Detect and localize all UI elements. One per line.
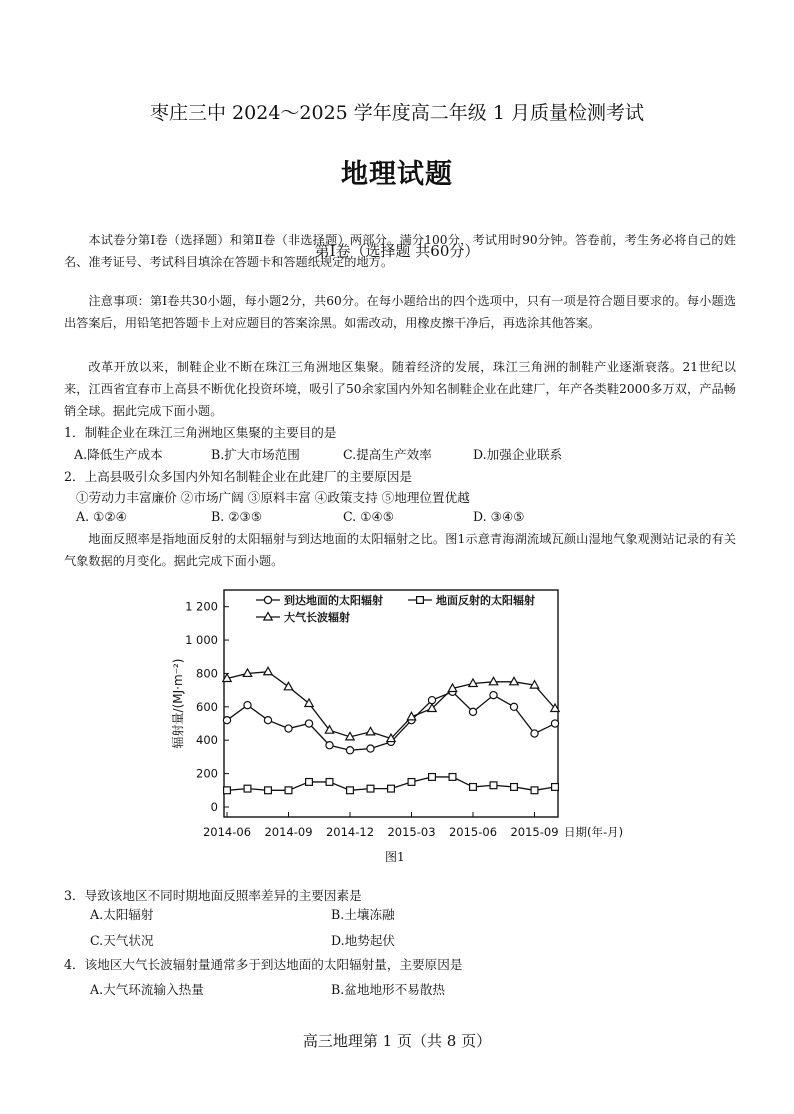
- data-point: [510, 677, 518, 685]
- x-tick-label: 2014-06: [202, 825, 252, 839]
- y-tick-label: 400: [196, 733, 218, 748]
- q3-option-d: D.地势起伏: [331, 933, 396, 948]
- data-point: [531, 730, 538, 737]
- x-tick-label: 2014-09: [264, 825, 313, 839]
- legend-label: 大气长波辐射: [284, 611, 350, 624]
- legend-marker: [264, 613, 272, 621]
- series-square: [224, 774, 559, 794]
- radiation-chart: [160, 582, 660, 844]
- y-tick-label: 200: [196, 766, 218, 781]
- question-3-stem: 3．导致该地区不同时期地面反照率差异的主要因素是: [64, 888, 362, 903]
- x-axis-label: 日期(年-月): [564, 825, 624, 839]
- section-title: 第Ⅰ卷（选择题 共60分）: [314, 242, 480, 260]
- data-point: [265, 787, 272, 794]
- data-point: [326, 742, 333, 749]
- legend-label: 地面反射的太阳辐射: [436, 594, 535, 607]
- q1-option-c: C.提高生产效率: [343, 447, 432, 462]
- data-point: [367, 785, 374, 792]
- q2-option-d: D. ③④⑤: [473, 509, 525, 524]
- y-tick-label: 800: [196, 666, 218, 681]
- data-point: [284, 682, 292, 690]
- data-point: [264, 667, 272, 675]
- data-point: [552, 784, 559, 791]
- question-4-stem: 4．该地区大气长波辐射量通常多于到达地面的太阳辐射量，主要原因是: [64, 957, 463, 972]
- data-point: [511, 784, 518, 791]
- data-point: [366, 727, 374, 735]
- question-1-stem: 1．制鞋企业在珠江三角洲地区集聚的主要目的是: [64, 425, 337, 440]
- data-point: [305, 720, 312, 727]
- data-point: [408, 779, 415, 786]
- legend-marker: [264, 596, 271, 603]
- data-point: [285, 725, 292, 732]
- x-tick-label: 2015-03: [387, 825, 436, 839]
- data-point: [347, 787, 354, 794]
- data-point: [551, 720, 558, 727]
- notice-paragraph: 注意事项：第Ⅰ卷共30小题，每小题2分，共60分。在每小题给出的四个选项中，只有一项是符合题目要求的。每小题选出答案后，用铅笔把答题卡上对应题目的答案涂黑。如需改动，用橡皮擦干净后，再选涂其他答案。: [64, 294, 736, 330]
- question-2-stem: 2．上高县吸引众多国内外知名制鞋企业在此建厂的主要原因是: [64, 469, 413, 484]
- figure-caption: 图1: [385, 850, 405, 864]
- q1-option-a: A.降低生产成本: [74, 447, 163, 462]
- data-point: [429, 774, 436, 781]
- subject-title: 地理试题: [341, 159, 453, 190]
- data-point: [388, 785, 395, 792]
- data-point: [346, 747, 353, 754]
- passage-shoe-industry: 改革开放以来，制鞋企业不断在珠江三角洲地区集聚。随着经济的发展，珠江三角洲的制鞋产业逐渐衰落。21世纪以来，江西省宜春市上高县不断优化投资环境，吸引了50余家国内外知名制鞋企业在此建厂，年产各类鞋2000多万双，产品畅销全球。据此完成下面小题。: [64, 360, 736, 418]
- y-tick-label: 1 200: [185, 599, 218, 614]
- data-point: [531, 787, 538, 794]
- y-tick-label: 600: [196, 699, 218, 714]
- data-point: [224, 787, 231, 794]
- q2-items: ①劳动力丰富廉价 ②市场广阔 ③原料丰富 ④政策支持 ⑤地理位置优越: [76, 490, 470, 505]
- q4-option-b: B.盆地地形不易散热: [331, 982, 446, 997]
- legend-label: 到达地面的太阳辐射: [284, 594, 383, 607]
- y-tick-label: 1 000: [185, 633, 218, 648]
- legend-item: [408, 593, 535, 607]
- data-point: [449, 774, 456, 781]
- q3-option-b: B.土壤冻融: [331, 907, 395, 922]
- data-point: [285, 787, 292, 794]
- data-point: [223, 717, 230, 724]
- series-line: [227, 672, 555, 739]
- data-point: [428, 697, 435, 704]
- y-axis-label: 辐射量/(MJ·m⁻²): [171, 658, 185, 749]
- page-footer: 高三地理第 1 页（共 8 页）: [302, 1032, 492, 1050]
- q3-option-a: A.太阳辐射: [90, 907, 154, 922]
- q2-option-b: B. ②③⑤: [211, 509, 263, 524]
- data-point: [489, 677, 497, 685]
- data-point: [469, 708, 476, 715]
- data-point: [367, 745, 374, 752]
- data-point: [326, 779, 333, 786]
- q2-option-a: A. ①②④: [76, 509, 127, 524]
- q4-option-a: A.大气环流输入热量: [90, 982, 204, 997]
- x-tick-label: 2014-12: [325, 825, 375, 839]
- q1-option-d: D.加强企业联系: [473, 447, 563, 462]
- legend-marker: [417, 597, 424, 604]
- data-point: [305, 699, 313, 707]
- data-point: [510, 703, 517, 710]
- x-tick-label: 2015-09: [510, 825, 559, 839]
- q2-option-c: C. ①④⑤: [343, 509, 395, 524]
- data-point: [244, 785, 251, 792]
- exam-intro: 本试卷分第Ⅰ卷（选择题）和第Ⅱ卷（非选择题）两部分。满分100分，考试用时90分钟。答卷前，考生务必将自己的姓名、准考证号、考试科目填涂在答题卡和答题纸规定的地方。: [64, 233, 736, 269]
- y-tick-label: 0: [210, 799, 218, 814]
- legend-item: [256, 593, 383, 607]
- data-point: [264, 717, 271, 724]
- series-circle: [223, 688, 558, 754]
- legend-item: [256, 610, 350, 624]
- x-tick-label: 2015-06: [448, 825, 498, 839]
- data-point: [490, 692, 497, 699]
- q1-option-b: B.扩大市场范围: [211, 447, 300, 462]
- data-point: [490, 782, 497, 789]
- q3-option-c: C.天气状况: [90, 933, 154, 948]
- passage-albedo: 地面反照率是指地面反射的太阳辐射与到达地面的太阳辐射之比。图1示意青海湖流域瓦颜山湿地气象观测站记录的有关气象数据的月变化。据此完成下面小题。: [64, 532, 736, 568]
- data-point: [470, 784, 477, 791]
- data-point: [244, 702, 251, 709]
- exam-title: 枣庄三中 2024～2025 学年度高二年级 1 月质量检测考试: [150, 102, 644, 124]
- data-point: [306, 779, 313, 786]
